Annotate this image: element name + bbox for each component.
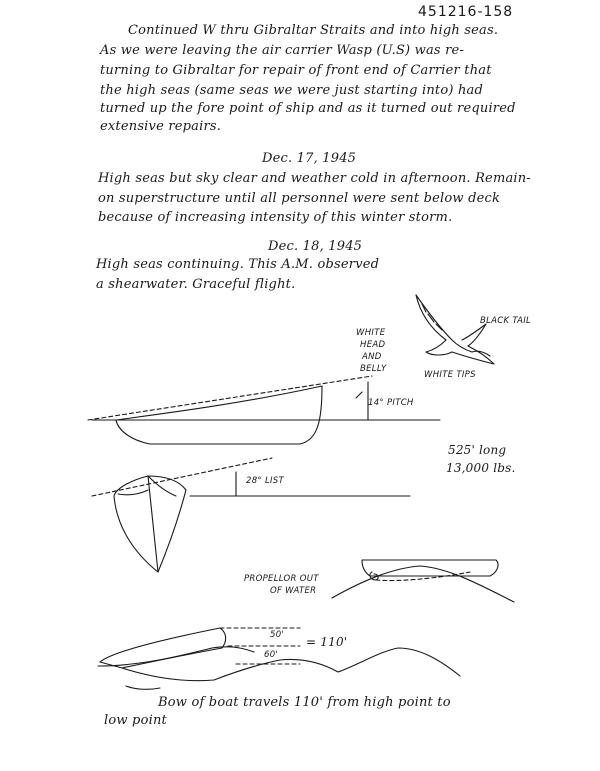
entry-1-line-2: As we were leaving the air carrier Wasp (U.S) was re- [100,43,465,58]
entry-2-line-1: High seas but sky clear and weather cold in afternoon. Remain- [98,171,531,186]
label-list: 28° LIST [246,476,284,486]
entry-3-date: Dec. 18, 1945 [268,239,363,254]
label-and: AND [362,352,382,362]
footer-line-1: Bow of boat travels 110' from high point to [158,695,451,710]
label-head: HEAD [360,340,386,350]
label-black-tail: BLACK TAIL [480,316,532,326]
label-pitch: 14° PITCH [368,398,414,408]
propeller-diagram [332,560,514,602]
label-ship-weight: 13,000 lbs. [446,461,516,475]
pitch-diagram [88,376,440,444]
entry-1-line-5: turned up the fore point of ship and as it turned out required [100,101,516,116]
label-wave-50: 50' [270,630,285,640]
footer-line-2: low point [104,713,167,728]
entry-2-line-3: because of increasing intensity of this winter storm. [98,210,453,225]
entry-2-date: Dec. 17, 1945 [262,151,357,166]
entry-1-line-1: Continued W thru Gibraltar Straits and into high seas. [128,23,499,38]
label-white-tips: WHITE TIPS [424,370,476,380]
entry-1-line-6: extensive repairs. [100,119,222,134]
label-wave-total: = 110' [306,635,348,649]
label-ship-length: 525' long [448,443,507,457]
entry-2-line-2: on superstructure until all personnel were sent below deck [98,191,501,206]
label-white-1: WHITE [356,328,386,338]
label-belly: BELLY [360,364,387,374]
label-propeller-1: PROPELLOR OUT [244,574,319,584]
entry-3-line-2: a shearwater. Graceful flight. [96,277,296,292]
entry-1-line-4: the high seas (same seas we were just starting into) had [100,83,484,98]
shearwater-bird-sketch [416,295,494,364]
label-propeller-2: OF WATER [270,586,317,596]
entry-3-line-1: High seas continuing. This A.M. observed [96,257,380,272]
label-wave-60: 60' [264,650,279,660]
document-number: 451216-158 [418,4,514,20]
entry-1-line-3: turning to Gibraltar for repair of front end of Carrier that [100,63,492,78]
